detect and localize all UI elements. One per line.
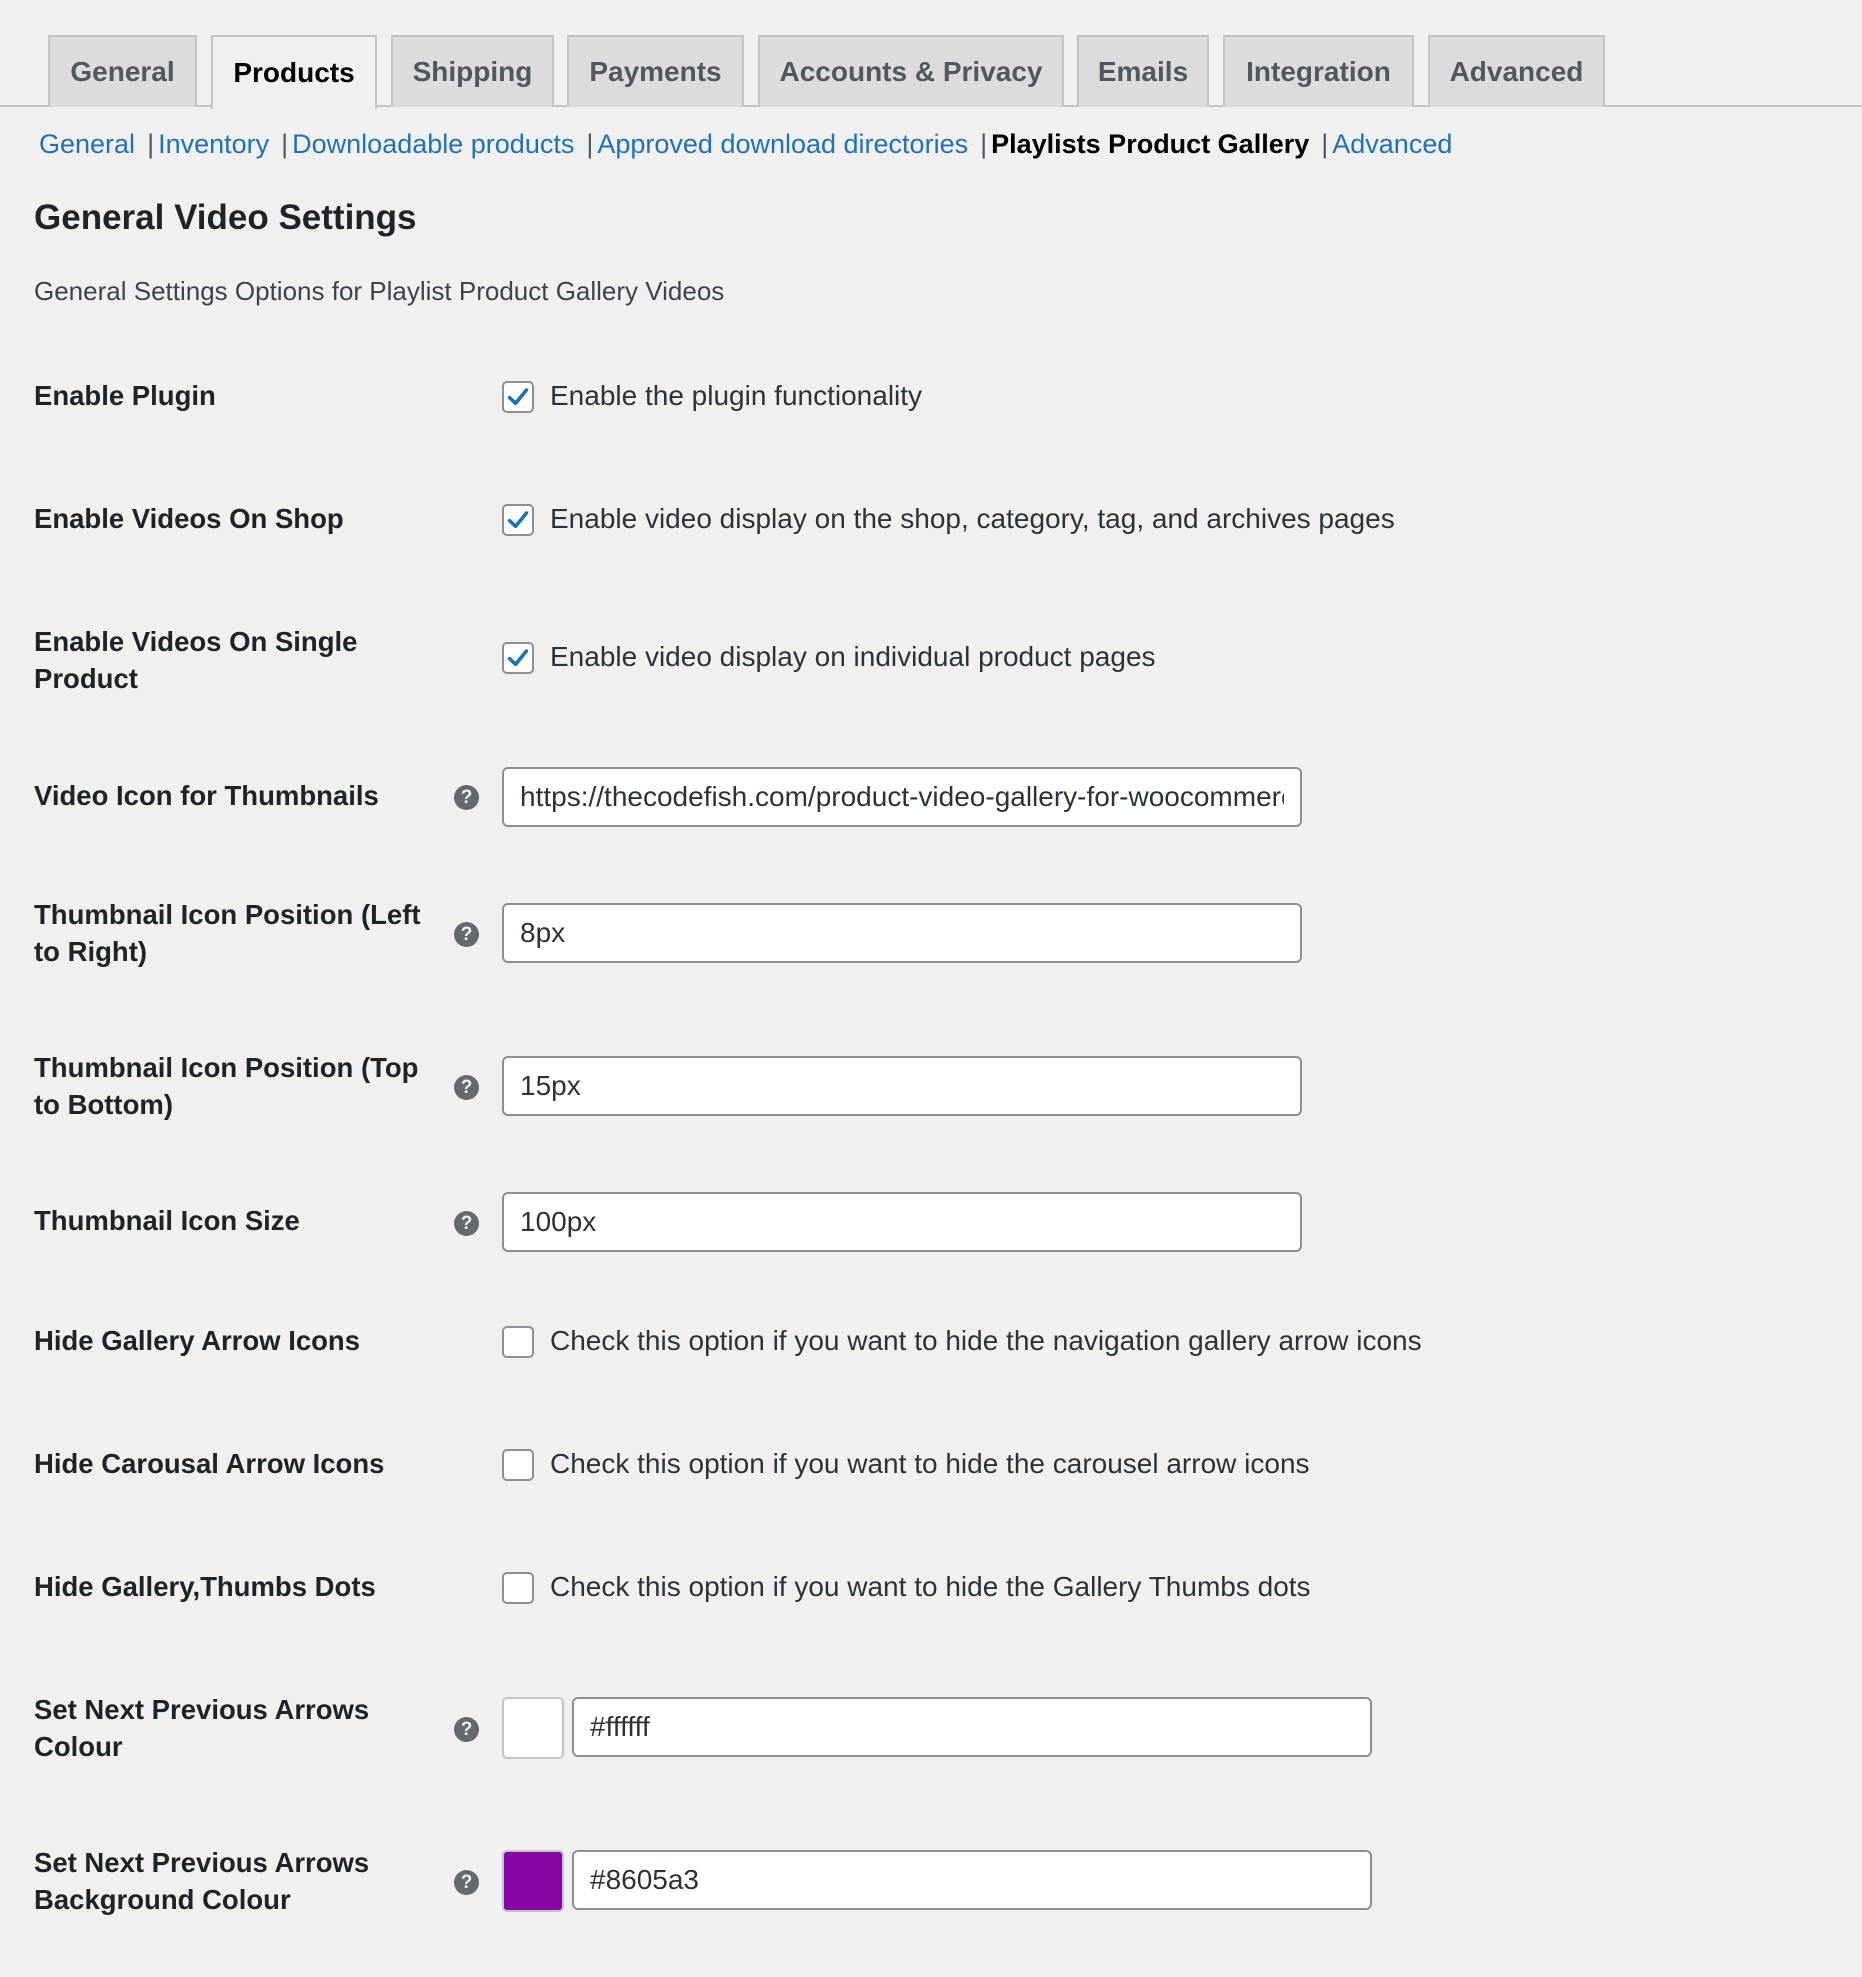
hide-gallery-arrows-checkbox-label: Check this option if you want to hide the navigation gallery arrow icons — [550, 1325, 1422, 1356]
arrows-bg-colour-swatch[interactable] — [502, 1850, 564, 1912]
icon-position-lr-input[interactable] — [502, 903, 1302, 963]
enable-plugin-checkbox-label: Enable the plugin functionality — [550, 380, 923, 411]
settings-tabs — [0, 0, 1862, 107]
subnav — [39, 126, 1452, 162]
arrows-bg-colour-input[interactable] — [572, 1850, 1372, 1910]
hide-carousel-arrows-label: Hide Carousal Arrow Icons — [34, 1448, 385, 1479]
help-icon[interactable]: ? — [454, 1870, 479, 1895]
enable-plugin-checkbox[interactable] — [502, 381, 534, 413]
subnav-separator: | — [281, 128, 289, 159]
hide-thumb-dots-checkbox[interactable] — [502, 1572, 534, 1604]
help-icon[interactable]: ? — [454, 1075, 479, 1100]
enable-videos-single-label: Enable Videos On Single Product — [34, 626, 358, 694]
subnav-separator: | — [980, 128, 988, 159]
tab-accounts-privacy[interactable]: Accounts & Privacy — [758, 35, 1064, 107]
arrows-bg-colour-label: Set Next Previous Arrows Background Colour — [34, 1847, 370, 1915]
help-icon[interactable]: ? — [454, 1717, 479, 1742]
enable-videos-single-checkbox[interactable] — [502, 642, 534, 674]
subnav-general[interactable]: General — [39, 128, 136, 159]
hide-gallery-arrows-checkbox[interactable] — [502, 1326, 534, 1358]
subnav-advanced[interactable]: Advanced — [1332, 128, 1453, 159]
tab-shipping[interactable]: Shipping — [391, 35, 554, 107]
enable-videos-single-checkbox-label: Enable video display on individual product pages — [550, 641, 1156, 672]
subnav-approved-download-directories[interactable]: Approved download directories — [597, 128, 969, 159]
arrows-colour-label: Set Next Previous Arrows Colour — [34, 1694, 370, 1762]
help-icon[interactable]: ? — [454, 785, 479, 810]
arrows-colour-input[interactable] — [572, 1697, 1372, 1757]
tab-general[interactable]: General — [48, 35, 197, 107]
enable-videos-shop-checkbox[interactable] — [502, 504, 534, 536]
checkmark-icon — [504, 506, 532, 534]
hide-carousel-arrows-checkbox[interactable] — [502, 1449, 534, 1481]
hide-thumb-dots-label: Hide Gallery,Thumbs Dots — [34, 1571, 376, 1602]
help-icon[interactable]: ? — [454, 922, 479, 947]
icon-position-tb-input[interactable] — [502, 1056, 1302, 1116]
tab-advanced[interactable]: Advanced — [1428, 35, 1605, 107]
section-description: General Settings Options for Playlist Product Gallery Videos — [34, 276, 725, 306]
subnav-separator: | — [586, 128, 594, 159]
tab-payments[interactable]: Payments — [567, 35, 744, 107]
icon-size-input[interactable] — [502, 1192, 1302, 1252]
hide-gallery-arrows-label: Hide Gallery Arrow Icons — [34, 1325, 361, 1356]
tab-integration[interactable]: Integration — [1223, 35, 1414, 107]
tab-products[interactable]: Products — [211, 35, 377, 109]
subnav-separator: | — [1321, 128, 1329, 159]
enable-plugin-label: Enable Plugin — [34, 380, 216, 411]
subnav-separator: | — [147, 128, 155, 159]
section-title: General Video Settings — [34, 198, 417, 237]
video-icon-label: Video Icon for Thumbnails — [34, 780, 379, 811]
checkmark-icon — [504, 383, 532, 411]
video-icon-input[interactable] — [502, 767, 1302, 827]
help-icon[interactable]: ? — [454, 1211, 479, 1236]
subnav-inventory[interactable]: Inventory — [158, 128, 270, 159]
arrows-colour-swatch[interactable] — [502, 1697, 564, 1759]
hide-thumb-dots-checkbox-label: Check this option if you want to hide the Gallery Thumbs dots — [550, 1571, 1311, 1602]
subnav-downloadable-products[interactable]: Downloadable products — [292, 128, 575, 159]
subnav-playlists-product-gallery: Playlists Product Gallery — [991, 128, 1310, 159]
icon-position-lr-label: Thumbnail Icon Position (Left to Right) — [34, 899, 421, 967]
enable-videos-shop-checkbox-label: Enable video display on the shop, category, tag, and archives pages — [550, 503, 1395, 534]
icon-size-label: Thumbnail Icon Size — [34, 1205, 300, 1236]
tab-emails[interactable]: Emails — [1077, 35, 1209, 107]
enable-videos-shop-label: Enable Videos On Shop — [34, 503, 344, 534]
checkmark-icon — [504, 644, 532, 672]
icon-position-tb-label: Thumbnail Icon Position (Top to Bottom) — [34, 1052, 419, 1120]
hide-carousel-arrows-checkbox-label: Check this option if you want to hide the carousel arrow icons — [550, 1448, 1310, 1479]
